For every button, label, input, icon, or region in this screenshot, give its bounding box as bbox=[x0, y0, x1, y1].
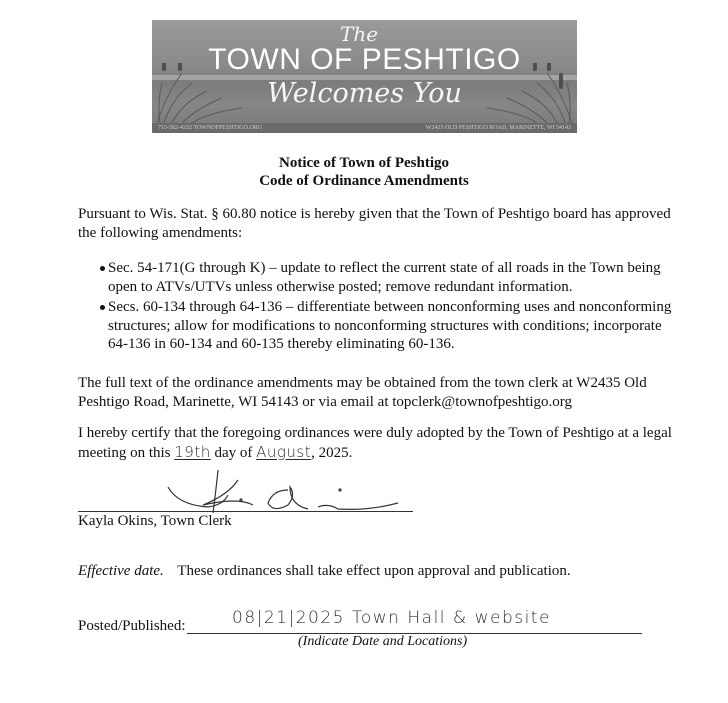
amendment-item bbox=[78, 298, 678, 354]
banner-welcomes: Welcomes You bbox=[267, 78, 462, 109]
certification-paragraph bbox=[78, 424, 678, 462]
banner-town-name: TOWN OF PESHTIGO bbox=[208, 43, 521, 76]
notice-heading bbox=[0, 154, 728, 190]
amendments-list bbox=[78, 259, 678, 356]
certification-day: 19th bbox=[174, 442, 211, 461]
heading-line-1: Notice of Town of Peshtigo bbox=[279, 155, 449, 171]
amendment-text: Secs. 60-134 through 64-136 – differentiate between nonconforming uses and nonconforming structures; allow for modifications to nonconforming structures with conditions; incorporate 64-136 in 60-134 and 60-135 thereby eliminating 60-136. bbox=[108, 299, 672, 352]
banner-phone-website: 715-582-4332 TOWNOFPESHTIGO.ORG bbox=[158, 125, 263, 131]
banner-the: The bbox=[340, 22, 379, 46]
bullet-icon bbox=[100, 305, 105, 310]
effective-date bbox=[78, 563, 571, 580]
amendment-item bbox=[78, 259, 678, 296]
town-banner bbox=[152, 20, 577, 133]
certification-tail: , 2025. bbox=[311, 444, 353, 461]
effective-text: These ordinances shall take effect upon approval and publication. bbox=[177, 563, 571, 579]
posted-hint: (Indicate Date and Locations) bbox=[298, 634, 468, 649]
banner-address: W2435 OLD PESHTIGO ROAD, MARINETTE, WI 54143 bbox=[425, 125, 571, 131]
effective-label: Effective date. bbox=[78, 563, 164, 579]
banner-footer bbox=[152, 123, 577, 133]
posted-value: 08|21|2025 Town Hall & website bbox=[232, 608, 551, 628]
amendment-text: Sec. 54-171(G through K) – update to reflect the current state of all roads in the Town being open to ATVs/UTVs unless otherwise posted; remove redundant information. bbox=[108, 260, 661, 295]
intro-paragraph: Pursuant to Wis. Stat. § 60.80 notice is hereby given that the Town of Peshtigo board has approved the following amendments: bbox=[78, 206, 671, 241]
heading-line-2: Code of Ordinance Amendments bbox=[259, 173, 469, 189]
signer-name: Kayla Okins, Town Clerk bbox=[78, 513, 232, 529]
signature-icon bbox=[78, 465, 418, 515]
full-text-notice: The full text of the ordinance amendments may be obtained from the town clerk at W2435 Old Peshtigo Road, Marinette, WI 54143 or via email at topclerk@townofpeshtigo.org bbox=[78, 375, 647, 410]
certification-mid: day of bbox=[210, 444, 257, 461]
posted-label: Posted/Published: bbox=[78, 618, 186, 634]
certification-lead: I hereby certify that the foregoing ordinances were duly adopted by the Town of Peshtigo at a legal meeting on this bbox=[78, 425, 672, 461]
signature-line bbox=[78, 511, 413, 512]
bullet-icon bbox=[100, 266, 105, 271]
certification-month: August bbox=[256, 442, 312, 461]
